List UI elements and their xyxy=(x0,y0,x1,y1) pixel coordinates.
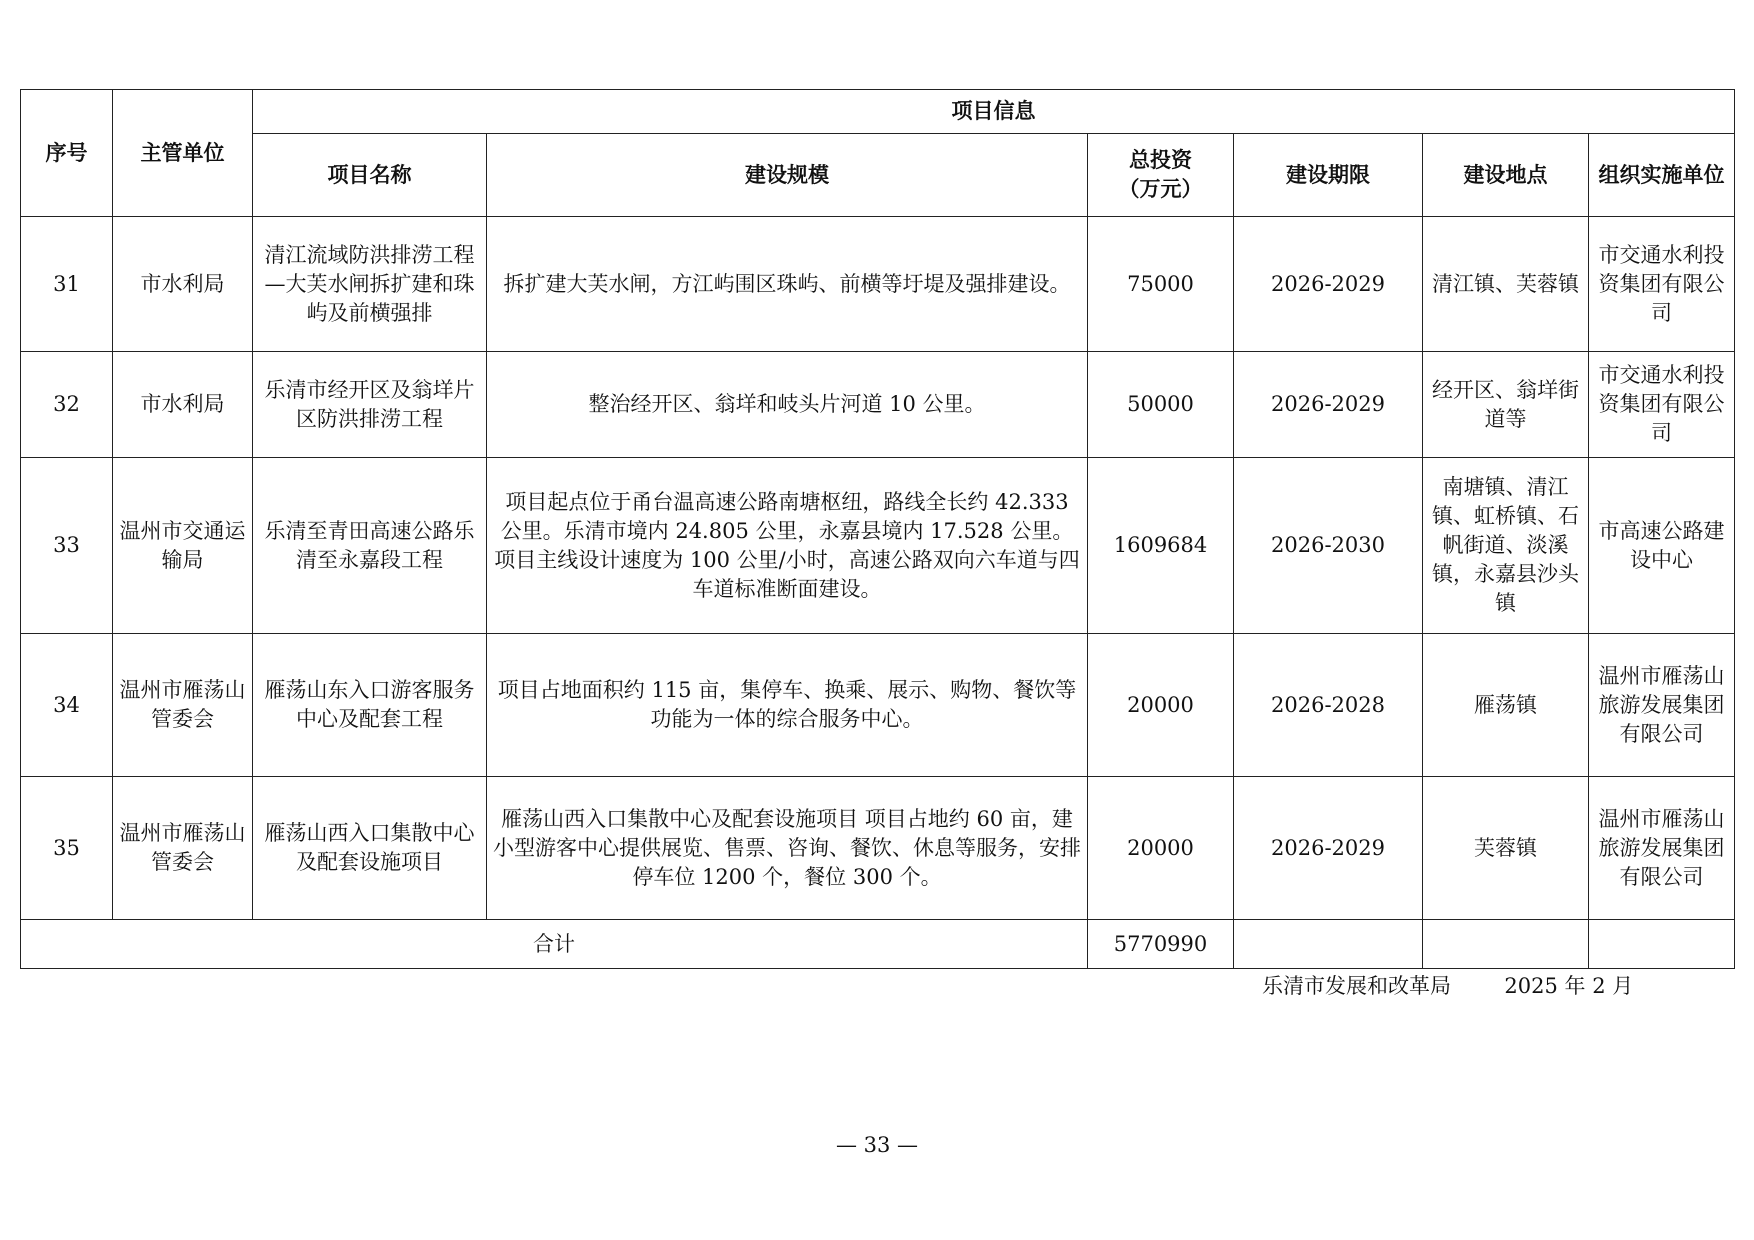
total-empty-location xyxy=(1423,920,1589,969)
cell-dept: 温州市交通运输局 xyxy=(113,458,253,634)
header-dept: 主管单位 xyxy=(113,90,253,217)
header-invest-line1: 总投资 xyxy=(1129,148,1192,172)
cell-period: 2026-2028 xyxy=(1234,634,1423,777)
header-scale: 建设规模 xyxy=(487,134,1088,217)
total-empty-org xyxy=(1589,920,1735,969)
cell-name: 清江流域防洪排涝工程—大芙水闸拆扩建和珠屿及前横强排 xyxy=(253,217,487,352)
header-location: 建设地点 xyxy=(1423,134,1589,217)
header-invest-line2: （万元） xyxy=(1118,177,1203,201)
cell-invest: 20000 xyxy=(1088,777,1234,920)
header-invest xyxy=(1088,134,1234,217)
total-value: 5770990 xyxy=(1088,920,1234,969)
cell-seq: 31 xyxy=(21,217,113,352)
cell-period: 2026-2030 xyxy=(1234,458,1423,634)
cell-name: 雁荡山西入口集散中心及配套设施项目 xyxy=(253,777,487,920)
project-table xyxy=(20,89,1735,969)
total-row xyxy=(21,920,1735,969)
header-project-info: 项目信息 xyxy=(253,90,1735,134)
cell-scale: 拆扩建大芙水闸，方江屿围区珠屿、前横等圩堤及强排建设。 xyxy=(487,217,1088,352)
cell-dept: 市水利局 xyxy=(113,352,253,458)
header-seq: 序号 xyxy=(21,90,113,217)
cell-org: 市高速公路建设中心 xyxy=(1589,458,1735,634)
cell-seq: 34 xyxy=(21,634,113,777)
cell-org: 温州市雁荡山旅游发展集团有限公司 xyxy=(1589,777,1735,920)
cell-seq: 33 xyxy=(21,458,113,634)
table-row xyxy=(21,458,1735,634)
cell-dept: 市水利局 xyxy=(113,217,253,352)
cell-dept: 温州市雁荡山管委会 xyxy=(113,777,253,920)
cell-invest: 20000 xyxy=(1088,634,1234,777)
cell-seq: 35 xyxy=(21,777,113,920)
cell-dept: 温州市雁荡山管委会 xyxy=(113,634,253,777)
header-name: 项目名称 xyxy=(253,134,487,217)
header-row-2 xyxy=(21,134,1735,217)
footer-note xyxy=(1262,970,1633,1000)
cell-org: 温州市雁荡山旅游发展集团有限公司 xyxy=(1589,634,1735,777)
cell-period: 2026-2029 xyxy=(1234,777,1423,920)
cell-org: 市交通水利投资集团有限公司 xyxy=(1589,217,1735,352)
cell-scale: 雁荡山西入口集散中心及配套设施项目 项目占地约 60 亩，建小型游客中心提供展览、售票、咨询、餐饮、休息等服务，安排停车位 1200 个，餐位 300 个。 xyxy=(487,777,1088,920)
footer-issuer: 乐清市发展和改革局 xyxy=(1262,974,1451,998)
cell-name: 乐清至青田高速公路乐清至永嘉段工程 xyxy=(253,458,487,634)
header-org: 组织实施单位 xyxy=(1589,134,1735,217)
cell-scale: 项目起点位于甬台温高速公路南塘枢纽，路线全长约 42.333 公里。乐清市境内 24.805 公里，永嘉县境内 17.528 公里。项目主线设计速度为 100 公里/小时，高速公路双向六车道与四车道标准断面建设。 xyxy=(487,458,1088,634)
cell-seq: 32 xyxy=(21,352,113,458)
header-row-1 xyxy=(21,90,1735,134)
cell-period: 2026-2029 xyxy=(1234,217,1423,352)
cell-period: 2026-2029 xyxy=(1234,352,1423,458)
cell-invest: 75000 xyxy=(1088,217,1234,352)
header-period: 建设期限 xyxy=(1234,134,1423,217)
cell-invest: 1609684 xyxy=(1088,458,1234,634)
cell-location: 经开区、翁垟街道等 xyxy=(1423,352,1589,458)
table-row xyxy=(21,634,1735,777)
cell-location: 芙蓉镇 xyxy=(1423,777,1589,920)
cell-location: 雁荡镇 xyxy=(1423,634,1589,777)
table-row xyxy=(21,777,1735,920)
table-row xyxy=(21,352,1735,458)
cell-name: 乐清市经开区及翁垟片区防洪排涝工程 xyxy=(253,352,487,458)
cell-name: 雁荡山东入口游客服务中心及配套工程 xyxy=(253,634,487,777)
cell-location: 南塘镇、清江镇、虹桥镇、石帆街道、淡溪镇，永嘉县沙头镇 xyxy=(1423,458,1589,634)
cell-invest: 50000 xyxy=(1088,352,1234,458)
page-number: — 33 — xyxy=(835,1133,919,1157)
cell-scale: 整治经开区、翁垟和岐头片河道 10 公里。 xyxy=(487,352,1088,458)
cell-org: 市交通水利投资集团有限公司 xyxy=(1589,352,1735,458)
table-row xyxy=(21,217,1735,352)
total-label: 合计 xyxy=(21,920,1088,969)
footer-date: 2025 年 2 月 xyxy=(1504,974,1634,998)
cell-location: 清江镇、芙蓉镇 xyxy=(1423,217,1589,352)
total-empty-period xyxy=(1234,920,1423,969)
cell-scale: 项目占地面积约 115 亩，集停车、换乘、展示、购物、餐饮等功能为一体的综合服务中心。 xyxy=(487,634,1088,777)
